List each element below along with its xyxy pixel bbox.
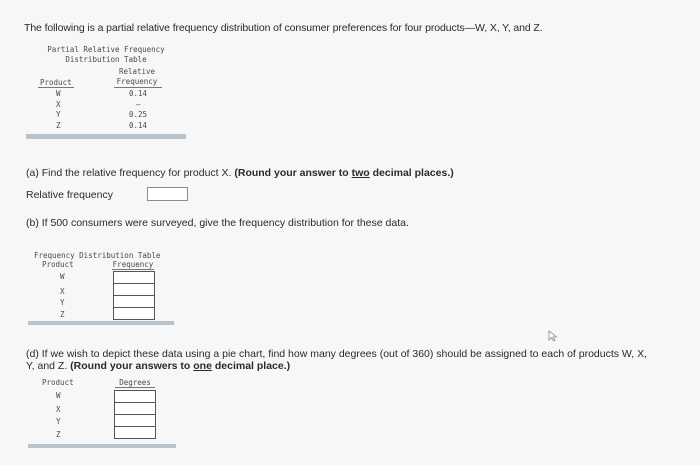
table-row-label: Z bbox=[60, 310, 65, 319]
divider bbox=[38, 87, 74, 88]
table-row: Y 0.25 bbox=[56, 110, 148, 119]
divider bbox=[114, 87, 162, 88]
table1-col-product: Product bbox=[40, 78, 72, 87]
part-d-question: (d) If we wish to depict these data using a pie chart, find how many degrees (out of 360) should be assigned to each of products W, X, Y, and Z. (Round your answers to one decimal place.) bbox=[26, 348, 648, 372]
relative-frequency-input[interactable] bbox=[147, 187, 188, 201]
table-row-label: X bbox=[60, 287, 65, 296]
table-bottom-bar bbox=[28, 321, 174, 325]
table-row-label: Z bbox=[56, 430, 61, 439]
table-row-label: W bbox=[56, 391, 61, 400]
part-a-question: (a) Find the relative frequency for product X. (Round your answer to two decimal places.) bbox=[26, 167, 454, 179]
table-bottom-bar bbox=[26, 134, 186, 139]
table-bottom-bar bbox=[28, 444, 176, 448]
table-row: X – bbox=[56, 99, 141, 109]
table2-title: Frequency Distribution Table bbox=[34, 251, 161, 260]
table-row-label: Y bbox=[60, 298, 65, 307]
table3-col-product: Product bbox=[42, 378, 74, 387]
table3-col-degrees: Degrees bbox=[115, 378, 155, 388]
degrees-table bbox=[28, 378, 176, 439]
table-row: Z 0.14 bbox=[56, 120, 148, 130]
frequency-input-z[interactable] bbox=[113, 307, 155, 320]
mouse-cursor-icon bbox=[548, 330, 558, 342]
table-row-label: W bbox=[60, 272, 65, 281]
table-row-label: X bbox=[56, 405, 61, 414]
table-row: W 0.14 bbox=[56, 89, 148, 98]
table1-header bbox=[26, 66, 186, 88]
relative-frequency-label: Relative frequency bbox=[26, 189, 113, 201]
table1-col-relative-frequency: Relative Frequency bbox=[116, 67, 158, 86]
table2-col-product: Product bbox=[42, 260, 74, 269]
table2-header bbox=[30, 260, 174, 271]
table3-header bbox=[28, 378, 176, 389]
relative-frequency-table bbox=[26, 45, 186, 139]
table2-col-frequency: Frequency bbox=[112, 260, 154, 269]
table-row-label: Y bbox=[56, 417, 61, 426]
frequency-distribution-table bbox=[30, 251, 174, 319]
table1-title: Partial Relative Frequency Distribution Table bbox=[47, 45, 165, 64]
part-b-question: (b) If 500 consumers were surveyed, give the frequency distribution for these data. bbox=[26, 217, 409, 229]
intro-text: The following is a partial relative frequency distribution of consumer preferences for four products—W, X, Y, and Z. bbox=[24, 22, 543, 34]
degrees-input-z[interactable] bbox=[114, 426, 156, 439]
